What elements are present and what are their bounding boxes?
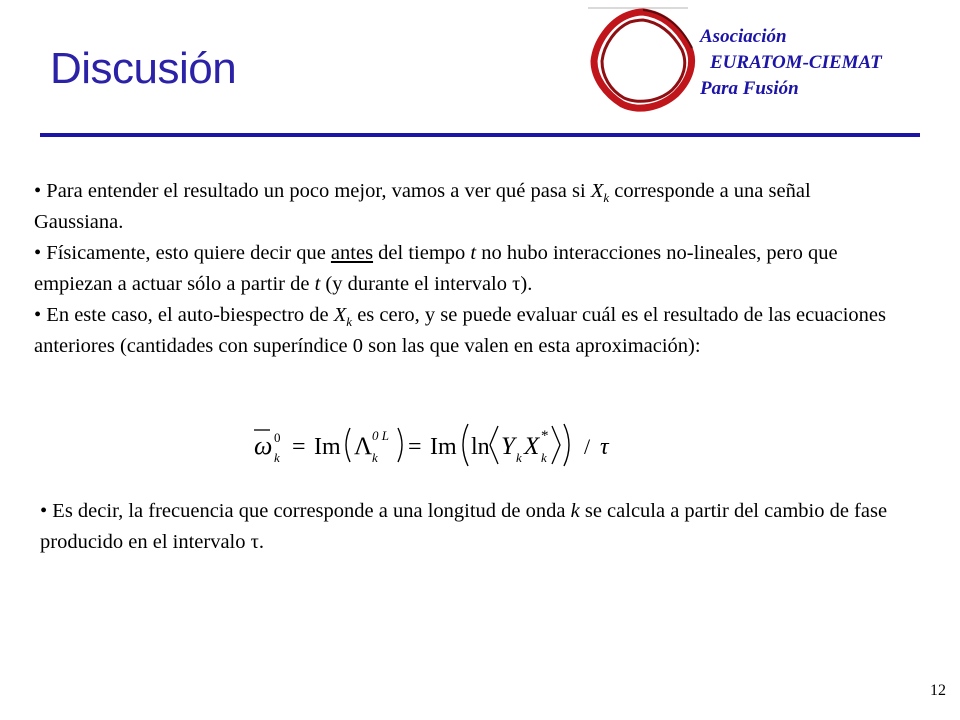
eq-sub-yk: k: [516, 450, 522, 465]
var-t: t: [314, 273, 321, 295]
eq-im-2: Im: [430, 434, 457, 460]
bullet-1-text-2: corresponde a una señal Gaussiana.: [34, 180, 811, 233]
eq-ln: ln: [471, 434, 490, 460]
bullet-3: [34, 300, 904, 362]
bottom-bullet-text: • Es decir, la frecuencia que corresponde a una longitud de onda: [40, 500, 571, 522]
subscript-k: k: [346, 314, 353, 330]
equation: [250, 418, 630, 470]
var-x: X: [590, 180, 604, 202]
eq-omega: ω: [254, 431, 273, 460]
bullet-1-text: • Para entender el resultado un poco mejor, vamos a ver qué pasa si: [34, 180, 591, 202]
eq-equals-2: =: [408, 434, 422, 460]
var-x: X: [333, 304, 347, 326]
eq-sub-xk: k: [541, 450, 547, 465]
page-number: 12: [930, 682, 946, 699]
bullet-2-text-4: (y durante el intervalo: [320, 273, 513, 295]
conclusion-text: [40, 496, 910, 558]
eq-paren-open-2: [463, 424, 468, 466]
org-line-1: Asociación: [700, 26, 787, 47]
eq-paren-close-2: [564, 424, 569, 466]
title-divider: [40, 133, 920, 137]
bullet-1: [34, 176, 904, 238]
eq-lambda: Λ: [354, 433, 373, 460]
bottom-bullet: [40, 496, 910, 558]
eq-x: X: [524, 433, 540, 460]
eq-angle-open: [490, 426, 498, 464]
underlined-word: antes: [330, 242, 374, 264]
eq-angle-close: [552, 426, 560, 464]
eq-paren-open: [346, 428, 350, 462]
bullet-3-text: • En este caso, el auto-biespectro de: [34, 304, 334, 326]
eq-slash: /: [584, 434, 591, 459]
var-t: t: [470, 242, 477, 264]
slide-title: Discusión: [50, 44, 237, 93]
bottom-bullet-text-2: se calcula a partir del cambio de fase producido en el intervalo: [40, 500, 888, 553]
eq-star: *: [541, 428, 549, 444]
org-line-2: EURATOM-CIEMAT: [710, 52, 882, 73]
bullet-2-text-5: ).: [520, 273, 533, 295]
var-tau: τ: [250, 531, 259, 553]
org-line-3: Para Fusión: [700, 78, 799, 99]
eq-sup-0l: 0 L: [372, 428, 389, 443]
bottom-bullet-text-3: .: [258, 531, 265, 553]
eq-sub-k: k: [372, 450, 378, 465]
euratom-ciemat-logo: [588, 6, 698, 116]
bullet-2-text-2: del tiempo: [373, 242, 471, 264]
bullet-2-text: • Físicamente, esto quiere decir que: [34, 242, 331, 264]
eq-paren-close: [398, 428, 402, 462]
eq-im-1: Im: [314, 434, 341, 460]
eq-y: Y: [501, 433, 515, 460]
eq-tau: τ: [600, 434, 609, 460]
var-tau: τ: [512, 273, 521, 295]
bullet-2: [34, 238, 904, 300]
bullet-3-text-2: es cero, y se puede evaluar cuál es el resultado de las ecuaciones anteriores (cantidades con superíndice 0 son las que valen en esta aproximación):: [34, 304, 886, 357]
body-text: [34, 176, 904, 362]
bullet-2-text-3: no hubo interacciones no-lineales, pero que empiezan a actuar sólo a partir de: [34, 242, 838, 295]
eq-sup-0: 0: [274, 430, 281, 445]
var-k: k: [570, 500, 580, 522]
eq-sub-k: k: [274, 450, 280, 465]
eq-equals-1: =: [292, 434, 306, 460]
subscript-k: k: [603, 190, 610, 206]
organization-name: [700, 24, 882, 102]
